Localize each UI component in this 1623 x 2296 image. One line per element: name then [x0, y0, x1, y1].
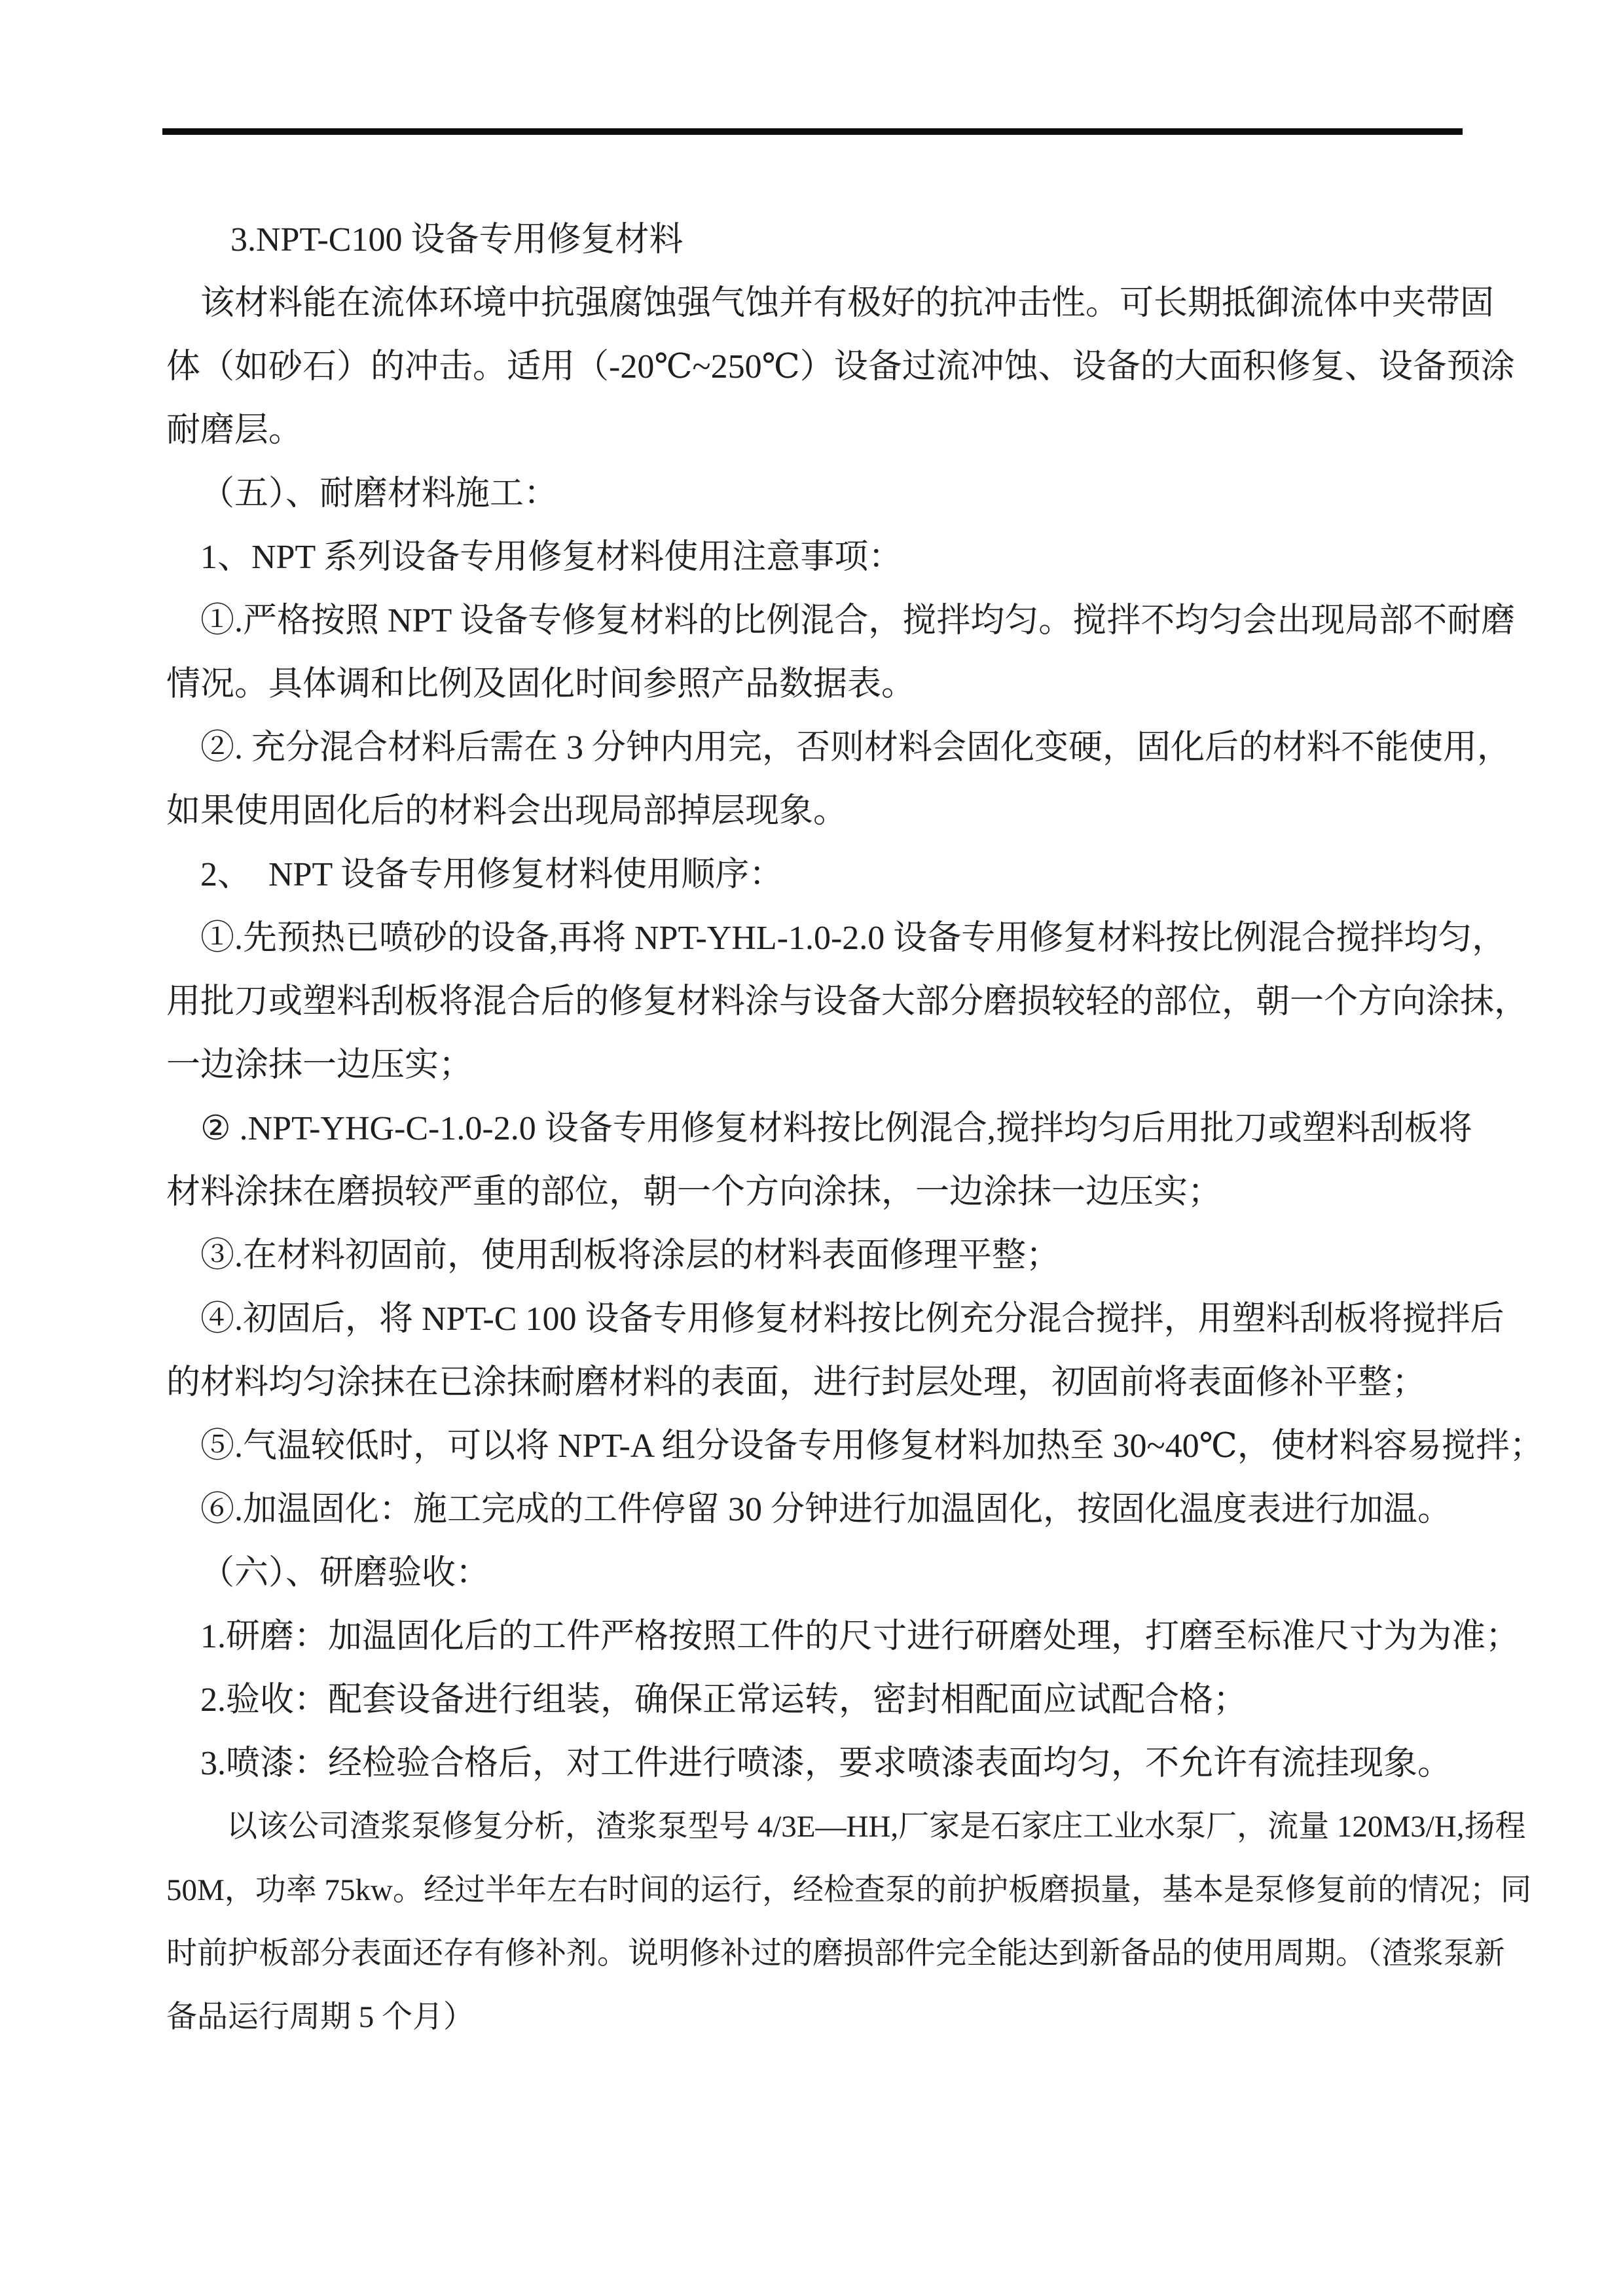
text-line: 情况。具体调和比例及固化时间参照产品数据表。 — [166, 666, 916, 703]
text-line: ② .NPT-YHG-C-1.0-2.0 设备专用修复材料按比例混合,搅拌均匀后用批刀或塑料刮板将 — [200, 1110, 1472, 1147]
header-rule — [162, 128, 1463, 135]
text-line: （六）、研磨验收： — [200, 1554, 490, 1592]
text-line: ③.在材料初固前，使用刮板将涂层的材料表面修理平整； — [200, 1237, 1061, 1274]
text-line: 1.研磨：加温固化后的工件严格按照工件的尺寸进行研磨处理，打磨至标准尺寸为为准； — [200, 1618, 1520, 1655]
text-line: 用批刀或塑料刮板将混合后的修复材料涂与设备大部分磨损较轻的部位，朝一个方向涂抹， — [166, 983, 1529, 1020]
text-line: （五）、耐磨材料施工： — [200, 475, 558, 512]
text-line: 耐磨层。 — [166, 412, 303, 449]
text-line: 体（如砂石）的冲击。适用（-20℃~250℃）设备过流冲蚀、设备的大面积修复、设备预涂 — [166, 348, 1515, 386]
text-line: 该材料能在流体环境中抗强腐蚀强气蚀并有极好的抗冲击性。可长期抵御流体中夹带固 — [200, 285, 1495, 322]
text-line: 2.验收：配套设备进行组装，确保正常运转，密封相配面应试配合格； — [200, 1681, 1248, 1719]
text-line: 50M，功率 75kw。经过半年左右时间的运行，经检查泵的前护板磨损量，基本是泵修复前的情况；同 — [166, 1873, 1531, 1907]
text-line: 一边涂抹一边压实； — [166, 1047, 473, 1084]
text-line: ⑥.加温固化：施工完成的工件停留 30 分钟进行加温固化，按固化温度表进行加温。 — [200, 1491, 1452, 1528]
text-line: 备品运行周期 5 个月） — [166, 2000, 474, 2034]
text-line: 2、 NPT 设备专用修复材料使用顺序： — [200, 856, 784, 893]
text-line: ②. 充分混合材料后需在 3 分钟内用完，否则材料会固化变硬，固化后的材料不能使用， — [200, 729, 1512, 766]
text-line: 1、NPT 系列设备专用修复材料使用注意事项： — [200, 539, 903, 576]
text-line: ④.初固后，将 NPT-C 100 设备专用修复材料按比例充分混合搅拌，用塑料刮板将搅拌后 — [200, 1300, 1504, 1338]
document-body — [166, 208, 1544, 2049]
text-line: ①.先预热已喷砂的设备,再将 NPT-YHL-1.0-2.0 设备专用修复材料按比例混合搅拌均匀， — [200, 920, 1506, 957]
text-line: 3.NPT-C100 设备专用修复材料 — [230, 221, 684, 259]
text-line: 时前护板部分表面还存有修补剂。说明修补过的磨损部件完全能达到新备品的使用周期。（渣浆泵新 — [166, 1937, 1505, 1971]
text-line: 以该公司渣浆泵修复分析，渣浆泵型号 4/3E—HH,厂家是石家庄工业水泵厂，流量 120M3/H,扬程 — [227, 1810, 1526, 1844]
text-line: 3.喷漆：经检验合格后，对工件进行喷漆，要求喷漆表面均匀，不允许有流挂现象。 — [200, 1745, 1452, 1782]
text-line: 的材料均匀涂抹在已涂抹耐磨材料的表面，进行封层处理，初固前将表面修补平整； — [166, 1364, 1427, 1401]
text-line: ①.严格按照 NPT 设备专修复材料的比例混合，搅拌均匀。搅拌不均匀会出现局部不耐磨 — [200, 602, 1516, 639]
text-line: ⑤.气温较低时，可以将 NPT-A 组分设备专用修复材料加热至 30~40℃，使材料容易搅拌； — [200, 1427, 1544, 1465]
text-line: 材料涂抹在磨损较严重的部位，朝一个方向涂抹，一边涂抹一边压实； — [166, 1174, 1222, 1211]
text-line: 如果使用固化后的材料会出现局部掉层现象。 — [166, 793, 848, 830]
